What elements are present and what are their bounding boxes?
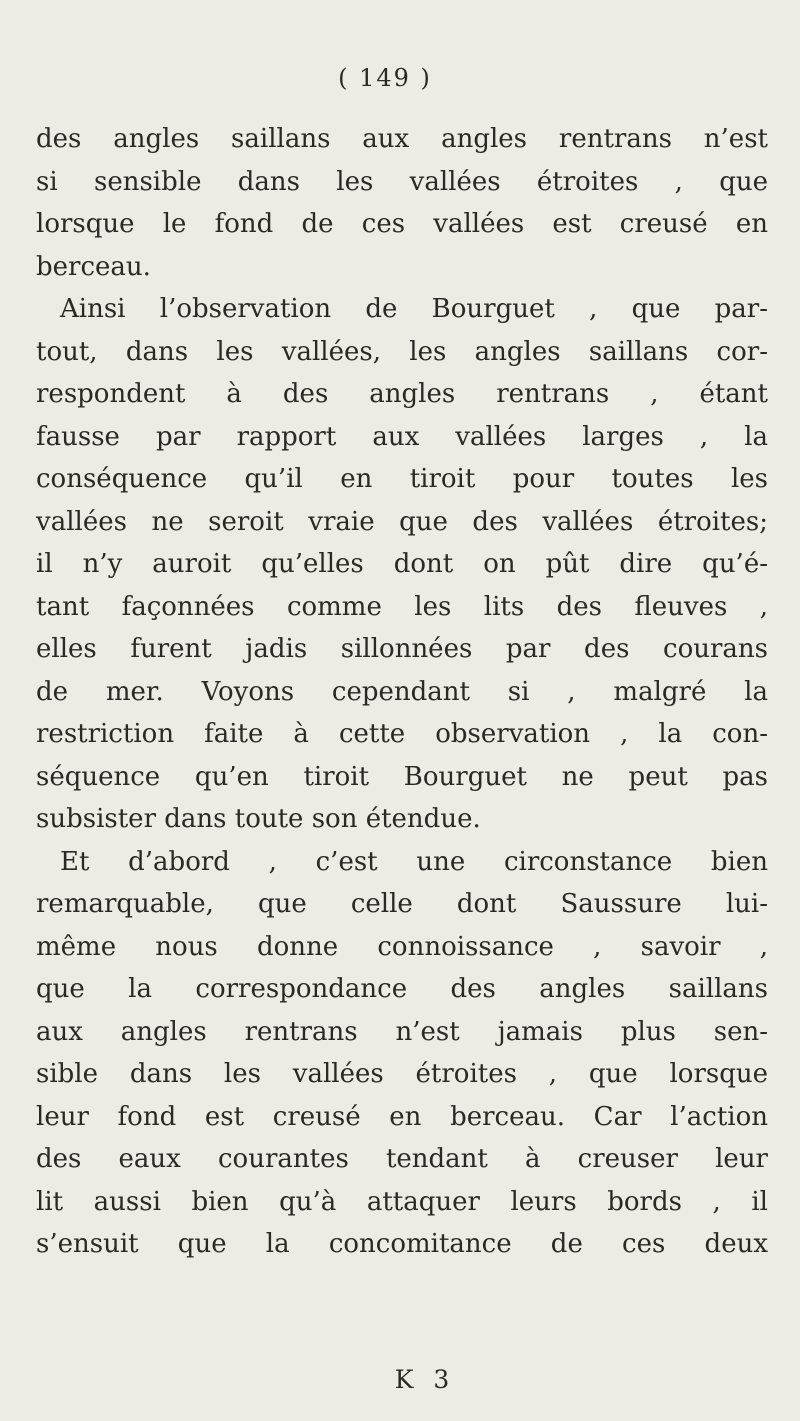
text-line: séquence qu’en tiroit Bourguet ne peut pas [36,761,768,792]
text-line: de mer. Voyons cependant si , malgré la [36,676,768,707]
text-line: vallées ne seroit vraie que des vallées étroites; [36,506,768,537]
signature-mark: K 3 [394,1365,456,1394]
text-line: aux angles rentrans n’est jamais plus sen- [36,1016,768,1047]
text-line: fausse par rapport aux vallées larges , la [36,421,768,452]
text-line: subsister dans toute son étendue. [36,804,481,834]
body-text [36,118,768,1266]
text-line: sible dans les vallées étroites , que lorsque [36,1059,768,1089]
text-line: il n’y auroit qu’elles dont on pût dire qu’é- [36,549,768,579]
text-line: Et d’abord , c’est une circonstance bien [60,846,768,877]
text-line: conséquence qu’il en tiroit pour toutes les [36,464,768,494]
text-line: leur fond est creusé en berceau. Car l’action [36,1101,768,1132]
text-line: restriction faite à cette observation , la con- [36,719,768,749]
text-line: des angles saillans aux angles rentrans n’est [36,124,768,154]
text-line: que la correspondance des angles saillans [36,974,768,1004]
text-line: Ainsi l’observation de Bourguet , que par- [60,294,768,324]
text-line: s’ensuit que la concomitance de ces deux [36,1229,768,1259]
text-line: remarquable, que celle dont Saussure lui- [36,889,768,919]
text-line: lorsque le fond de ces vallées est creusé en [36,209,768,239]
text-line: respondent à des angles rentrans , étant [36,379,768,409]
text-line: lit aussi bien qu’à attaquer leurs bords , il [36,1186,768,1217]
text-line: tout, dans les vallées, les angles saillans cor- [36,336,768,367]
page-number-header: ( 149 ) [338,64,432,92]
text-line: elles furent jadis sillonnées par des courans [36,634,768,664]
text-line: des eaux courantes tendant à creuser leur [36,1144,768,1174]
text-line: même nous donne connoissance , savoir , [36,931,768,962]
text-line: tant façonnées comme les lits des fleuves , [36,591,768,622]
text-line: si sensible dans les vallées étroites , que [36,166,768,197]
text-line: berceau. [36,251,151,282]
